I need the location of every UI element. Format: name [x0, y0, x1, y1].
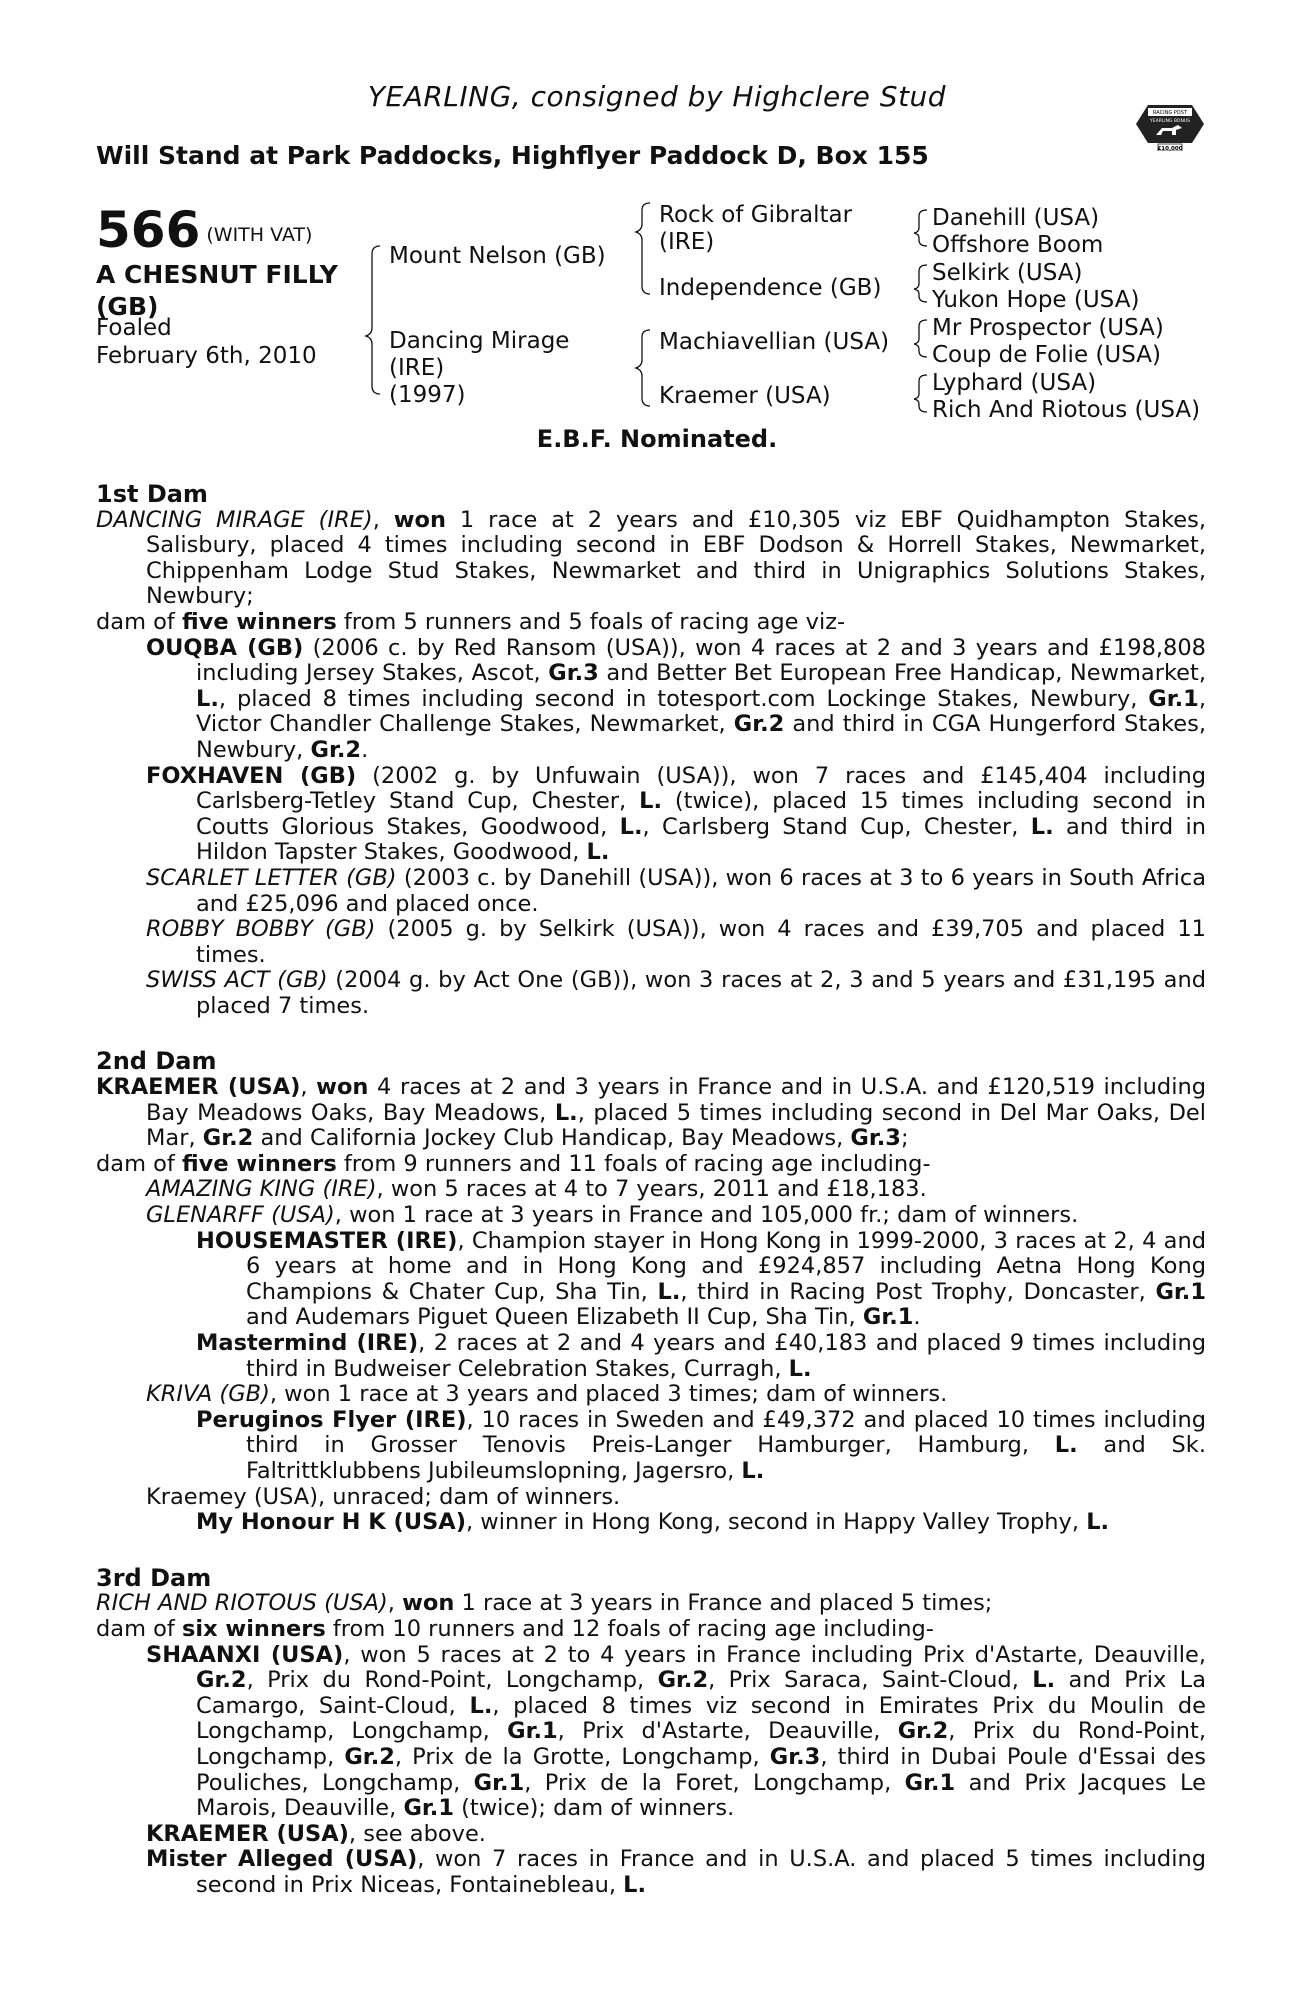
race-grade: L.	[639, 788, 662, 815]
offspring-name: SWISS ACT (GB)	[146, 967, 328, 994]
badge-line1: RACING POST	[1153, 110, 1187, 116]
offspring-text: , 2 races at 2 and 4 years and £40,183 and placed 9 times including third in Budweiser Celebration Stakes, Curragh,	[246, 1330, 1206, 1382]
offspring-name: FOXHAVEN (GB)	[146, 762, 357, 789]
offspring-text: , see above.	[348, 1820, 486, 1847]
offspring-text: , third in Dubai Poule d'Essai des Pouliches, Longchamp,	[196, 1743, 1206, 1796]
pedigree-sss: Danehill (USA)	[932, 205, 1100, 231]
second-dam-heading: 2nd Dam	[96, 1047, 217, 1076]
offspring-name: My Honour H K (USA)	[196, 1509, 466, 1536]
pedigree-dam	[389, 328, 569, 409]
offspring-text: (twice); dam of winners.	[454, 1795, 735, 1822]
offspring-name: Peruginos Flyer (IRE)	[196, 1406, 467, 1433]
pedigree-sds: Selkirk (USA)	[932, 260, 1083, 286]
offspring-text: , third in Racing Post Trophy, Doncaster,	[680, 1278, 1156, 1305]
record-text: 4 races at 2 and 3 years in France and in U.S.A. and £120,519 including Bay Meadows Oaks, Bay Meadows,	[146, 1074, 1207, 1126]
first-dam-record: DANCING MIRAGE (IRE), won 1 race at 2 years and £10,305 viz EBF Quidhampton Stakes, Salisbury, placed 4 times including second in EBF Dodson & Horrell Stakes, Newmarket, Chippenham Lodge Stud Stakes, Newmarket and third in Unigraphics Solutions Stakes, Newbury;	[96, 506, 1206, 610]
pedigree-dam-line1: Dancing Mirage	[389, 328, 570, 354]
dam-of-post: from 10 runners and 12 foals of racing age including-	[325, 1615, 934, 1642]
offspring-text: and Prix La Camargo, Saint-Cloud,	[196, 1667, 1206, 1719]
dam-of-winners: six winners	[181, 1615, 326, 1642]
race-grade: L.	[586, 839, 610, 866]
offspring-name: SCARLET LETTER (GB)	[146, 864, 397, 891]
race-grade: L.	[1032, 1667, 1056, 1694]
dam-of-post: from 5 runners and 5 foals of racing age viz-	[336, 608, 846, 635]
record-text: , placed 5 times including second in Del Mar Oaks, Del Mar,	[146, 1099, 1206, 1152]
pedigree-ssd: Offshore Boom	[932, 232, 1104, 258]
dam-of-pre: dam of	[96, 1615, 182, 1642]
race-grade: L.	[1086, 1509, 1110, 1536]
offspring-name: OUQBA (GB)	[146, 634, 304, 661]
grand-offspring-entry	[96, 1408, 1206, 1485]
offspring-text: and Better Bet European Free Handicap, Newmarket,	[598, 660, 1206, 687]
offspring-entry	[96, 1822, 1206, 1848]
grand-offspring-entry	[96, 1510, 1206, 1536]
race-grade: L.	[196, 685, 219, 712]
third-dam-heading: 3rd Dam	[96, 1563, 212, 1592]
second-dam-won: won	[316, 1074, 369, 1101]
badge-line3: £10,000	[1157, 146, 1183, 151]
grand-offspring-entry	[96, 1331, 1206, 1382]
foaled-date: February 6th, 2010	[96, 343, 317, 369]
offspring-text: and Prix Jacques Le Marois, Deauville,	[196, 1769, 1207, 1822]
offspring-text: (2006 c. by Red Ransom (USA)), won 4 races at 2 and 3 years and £198,808 including Jersey Stakes, Ascot,	[196, 634, 1206, 687]
offspring-entry	[96, 636, 1206, 764]
badge-line2: YEARLING BONUS	[1150, 119, 1190, 124]
second-dam-dam-of	[96, 1152, 1206, 1178]
offspring-text: (2004 g. by Act One (GB)), won 3 races at 2, 3 and 5 years and £31,195 and placed 7 times.	[196, 967, 1206, 1019]
record-text: ;	[900, 1125, 909, 1152]
offspring-text: , Prix de la Foret, Longchamp,	[524, 1769, 905, 1796]
offspring-text: , Champion stayer in Hong Kong in 1999-2000, 3 races at 2, 4 and 6 years at home and in Hong Kong and £924,857 including Aetna Hong Kong Champions & Chater Cup, Sha Tin,	[246, 1227, 1206, 1305]
race-grade: Gr.3	[769, 1743, 821, 1770]
offspring-text: and third in Hildon Tapster Stakes, Goodwood,	[196, 813, 1206, 866]
offspring-entry	[96, 1177, 1206, 1203]
offspring-entry: Kraemey (USA), unraced; dam of winners.	[146, 1483, 621, 1510]
offspring-text: (2002 g. by Unfuwain (USA)), won 7 races and £145,404 including Carlsberg-Tetley Stand Cup, Chester,	[196, 762, 1207, 815]
race-grade: Gr.2	[897, 1718, 949, 1745]
offspring-entry	[96, 1382, 1206, 1408]
offspring-text: , Prix d'Astarte, Deauville,	[557, 1718, 898, 1745]
first-dam-record-text: 1 race at 2 years and £10,305 viz EBF Quidhampton Stakes, Salisbury, placed 4 times including second in EBF Dodson & Horrell Stakes, Newmarket, Chippenham Lodge Stud Stakes, Newmarket and third in Unigraphics Solutions Stakes, Newbury;	[146, 506, 1206, 610]
race-grade: L.	[623, 1871, 647, 1898]
offspring-name: KRAEMER (USA)	[146, 1820, 349, 1847]
offspring-name: HOUSEMASTER (IRE)	[196, 1227, 458, 1254]
lot-number: 566	[96, 201, 201, 259]
offspring-entry	[96, 917, 1206, 968]
pedigree-dam-line3: (1997)	[389, 382, 466, 408]
offspring-text: (2003 c. by Danehill (USA)), won 6 races at 3 to 6 years in South Africa and £25,096 and placed once.	[196, 864, 1206, 917]
offspring-text: , placed 8 times viz second in Emirates Prix du Moulin de Longchamp, Longchamp,	[196, 1692, 1206, 1745]
pedigree-dsd: Coup de Folie (USA)	[932, 342, 1161, 368]
ebf-nominated: E.B.F. Nominated.	[536, 425, 778, 453]
offspring-text: (twice), placed 15 times including second in Coutts Glorious Stakes, Goodwood,	[196, 788, 1206, 840]
offspring-text: , Carlsberg Stand Cup, Chester,	[642, 813, 1031, 840]
race-grade: Gr.3	[548, 660, 599, 687]
third-dam-record: RICH AND RIOTOUS (USA), won 1 race at 3 years in France and placed 5 times;	[96, 1590, 993, 1617]
offspring-entry	[96, 866, 1206, 917]
offspring-name: KRIVA (GB)	[146, 1381, 270, 1408]
section-gap	[96, 1536, 1206, 1558]
dam-of-winners: five winners	[181, 1150, 337, 1177]
first-dam-name: DANCING MIRAGE (IRE)	[96, 506, 373, 533]
offspring-name: ROBBY BOBBY (GB)	[146, 916, 376, 943]
offspring-entry	[96, 1847, 1206, 1898]
pedigree-ss-line2: (IRE)	[659, 229, 715, 255]
pedigree-ss-line1: Rock of Gibraltar	[659, 202, 853, 228]
offspring-text: , Victor Chandler Challenge Stakes, Newmarket,	[196, 685, 1206, 738]
third-dam-name: RICH AND RIOTOUS (USA)	[96, 1590, 388, 1617]
offspring-text: , Prix de la Grotte, Longchamp,	[394, 1743, 770, 1770]
offspring-text: , won 1 race at 3 years and placed 3 times; dam of winners.	[269, 1381, 948, 1408]
race-grade: Gr.2	[196, 1667, 247, 1694]
pedigree-dam-line2: (IRE)	[389, 355, 445, 381]
lot-sex-line1: A CHESNUT FILLY	[96, 260, 338, 289]
pedigree-dam-dam: Kraemer (USA)	[659, 383, 831, 409]
offspring-text: (2005 g. by Selkirk (USA)), won 4 races and £39,705 and placed 11 times.	[196, 916, 1206, 968]
produce-record	[96, 474, 1206, 1898]
first-dam-dam-of	[96, 610, 1206, 636]
race-grade: Gr.2	[202, 1125, 254, 1152]
foaled-label: Foaled	[96, 315, 172, 341]
race-grade: Gr.2	[733, 711, 785, 738]
offspring-name: Mastermind (IRE)	[196, 1330, 419, 1356]
offspring-text: , 10 races in Sweden and £49,372 and placed 10 times including third in Grosser Tenovis Preis-Langer Hamburger, Hamburg,	[246, 1406, 1206, 1459]
offspring-text: .	[361, 736, 369, 763]
offspring-text: .	[913, 1304, 921, 1331]
first-dam-heading: 1st Dam	[96, 480, 208, 508]
race-grade: Gr.2	[344, 1743, 395, 1770]
lot-sex-line2: (GB)	[96, 292, 159, 321]
offspring-name: AMAZING KING (IRE)	[146, 1176, 377, 1203]
offspring-entry	[96, 968, 1206, 1019]
pedigree-sdd: Yukon Hope (USA)	[932, 287, 1140, 313]
record-text: 1 race at 3 years in France and placed 5 times;	[454, 1590, 993, 1617]
offspring-text: , won 1 race at 3 years in France and 105,000 fr.; dam of winners.	[334, 1202, 1079, 1229]
pedigree-dam-sire: Machiavellian (USA)	[659, 329, 890, 355]
offspring-text: , won 7 races in France and in U.S.A. and placed 5 times including second in Prix Niceas, Fontainebleau,	[196, 1846, 1206, 1898]
section-gap	[96, 1019, 1206, 1041]
race-grade: L.	[1054, 1432, 1078, 1459]
dam-of-pre: dam of	[96, 1150, 182, 1177]
offspring-name: GLENARFF (USA)	[146, 1202, 335, 1229]
pedigree-ddd: Rich And Riotous (USA)	[932, 397, 1201, 423]
race-grade: Gr.3	[850, 1125, 901, 1152]
first-dam-won: won	[393, 506, 447, 533]
race-grade: L.	[741, 1457, 765, 1484]
race-grade: Gr.2	[310, 736, 362, 763]
race-grade: L.	[619, 813, 643, 840]
third-dam-won: won	[402, 1590, 455, 1617]
pedigree-sire-dam: Independence (GB)	[659, 275, 882, 301]
dam-of-pre: dam of	[96, 608, 182, 635]
offspring-text: , won 5 races at 2 to 4 years in France including Prix d'Astarte, Deauville,	[343, 1641, 1207, 1668]
race-grade: Gr.1	[1155, 1278, 1206, 1305]
lot-vat: (WITH VAT)	[206, 224, 313, 246]
race-grade: L.	[469, 1692, 493, 1719]
dam-of-winners: five winners	[181, 608, 337, 635]
race-grade: Gr.1	[473, 1769, 525, 1796]
pedigree-sire: Mount Nelson (GB)	[389, 243, 606, 269]
offspring-text: , Prix du Rond-Point, Longchamp,	[246, 1667, 658, 1694]
pedigree-dds: Lyphard (USA)	[932, 370, 1097, 396]
race-grade: L.	[788, 1355, 812, 1382]
second-dam-name: KRAEMER (USA)	[96, 1074, 301, 1101]
grand-offspring-entry	[96, 1229, 1206, 1331]
third-dam-dam-of	[96, 1617, 1206, 1643]
offspring-entry	[96, 1203, 1206, 1229]
pedigree-dss: Mr Prospector (USA)	[932, 315, 1164, 341]
page-header-title: YEARLING, consigned by Highclere Stud	[367, 80, 947, 113]
offspring-text: , Prix Saraca, Saint-Cloud,	[708, 1667, 1033, 1694]
pedigree-sire-sire	[659, 202, 852, 256]
offspring-text: , won 5 races at 4 to 7 years, 2011 and £18,183.	[376, 1176, 927, 1203]
race-grade: Gr.1	[904, 1769, 956, 1796]
race-grade: L.	[554, 1099, 578, 1126]
offspring-text: and Sk. Faltrittklubbens Jubileumslopning, Jagersro,	[246, 1432, 1206, 1484]
offspring-text: , placed 8 times including second in totesport.com Lockinge Stakes, Newbury,	[218, 685, 1149, 712]
race-grade: L.	[657, 1278, 681, 1305]
stand-location: Will Stand at Park Paddocks, Highflyer Paddock D, Box 155	[96, 141, 929, 170]
offspring-name: SHAANXI (USA)	[146, 1641, 344, 1668]
pedigree-brackets	[0, 0, 1314, 440]
race-grade: Gr.1	[403, 1795, 454, 1822]
race-grade: Gr.1	[862, 1304, 914, 1331]
offspring-text: , Prix du Rond-Point, Longchamp,	[196, 1718, 1206, 1770]
offspring-entry	[96, 1643, 1206, 1822]
race-grade: L.	[1030, 813, 1054, 840]
offspring-text: , winner in Hong Kong, second in Happy Valley Trophy,	[466, 1509, 1087, 1536]
second-dam-record: KRAEMER (USA), won 4 races at 2 and 3 years in France and in U.S.A. and £120,519 including Bay Meadows Oaks, Bay Meadows, L., placed 5 times including second in Del Mar Oaks, Del Mar, Gr.2 and California Jockey Club Handicap, Bay Meadows, Gr.3;	[96, 1074, 1207, 1152]
race-grade: Gr.1	[507, 1718, 558, 1745]
dam-of-post: from 9 runners and 11 foals of racing age including-	[336, 1150, 931, 1177]
race-grade: Gr.1	[1148, 685, 1199, 712]
offspring-text: and Audemars Piguet Queen Elizabeth II Cup, Sha Tin,	[246, 1304, 863, 1331]
race-grade: Gr.2	[657, 1667, 709, 1694]
offspring-entry	[96, 764, 1206, 866]
offspring-name: Mister Alleged (USA)	[146, 1846, 418, 1873]
offspring-text: and third in CGA Hungerford Stakes, Newbury,	[196, 711, 1206, 763]
record-text: and California Jockey Club Handicap, Bay Meadows,	[253, 1125, 851, 1152]
